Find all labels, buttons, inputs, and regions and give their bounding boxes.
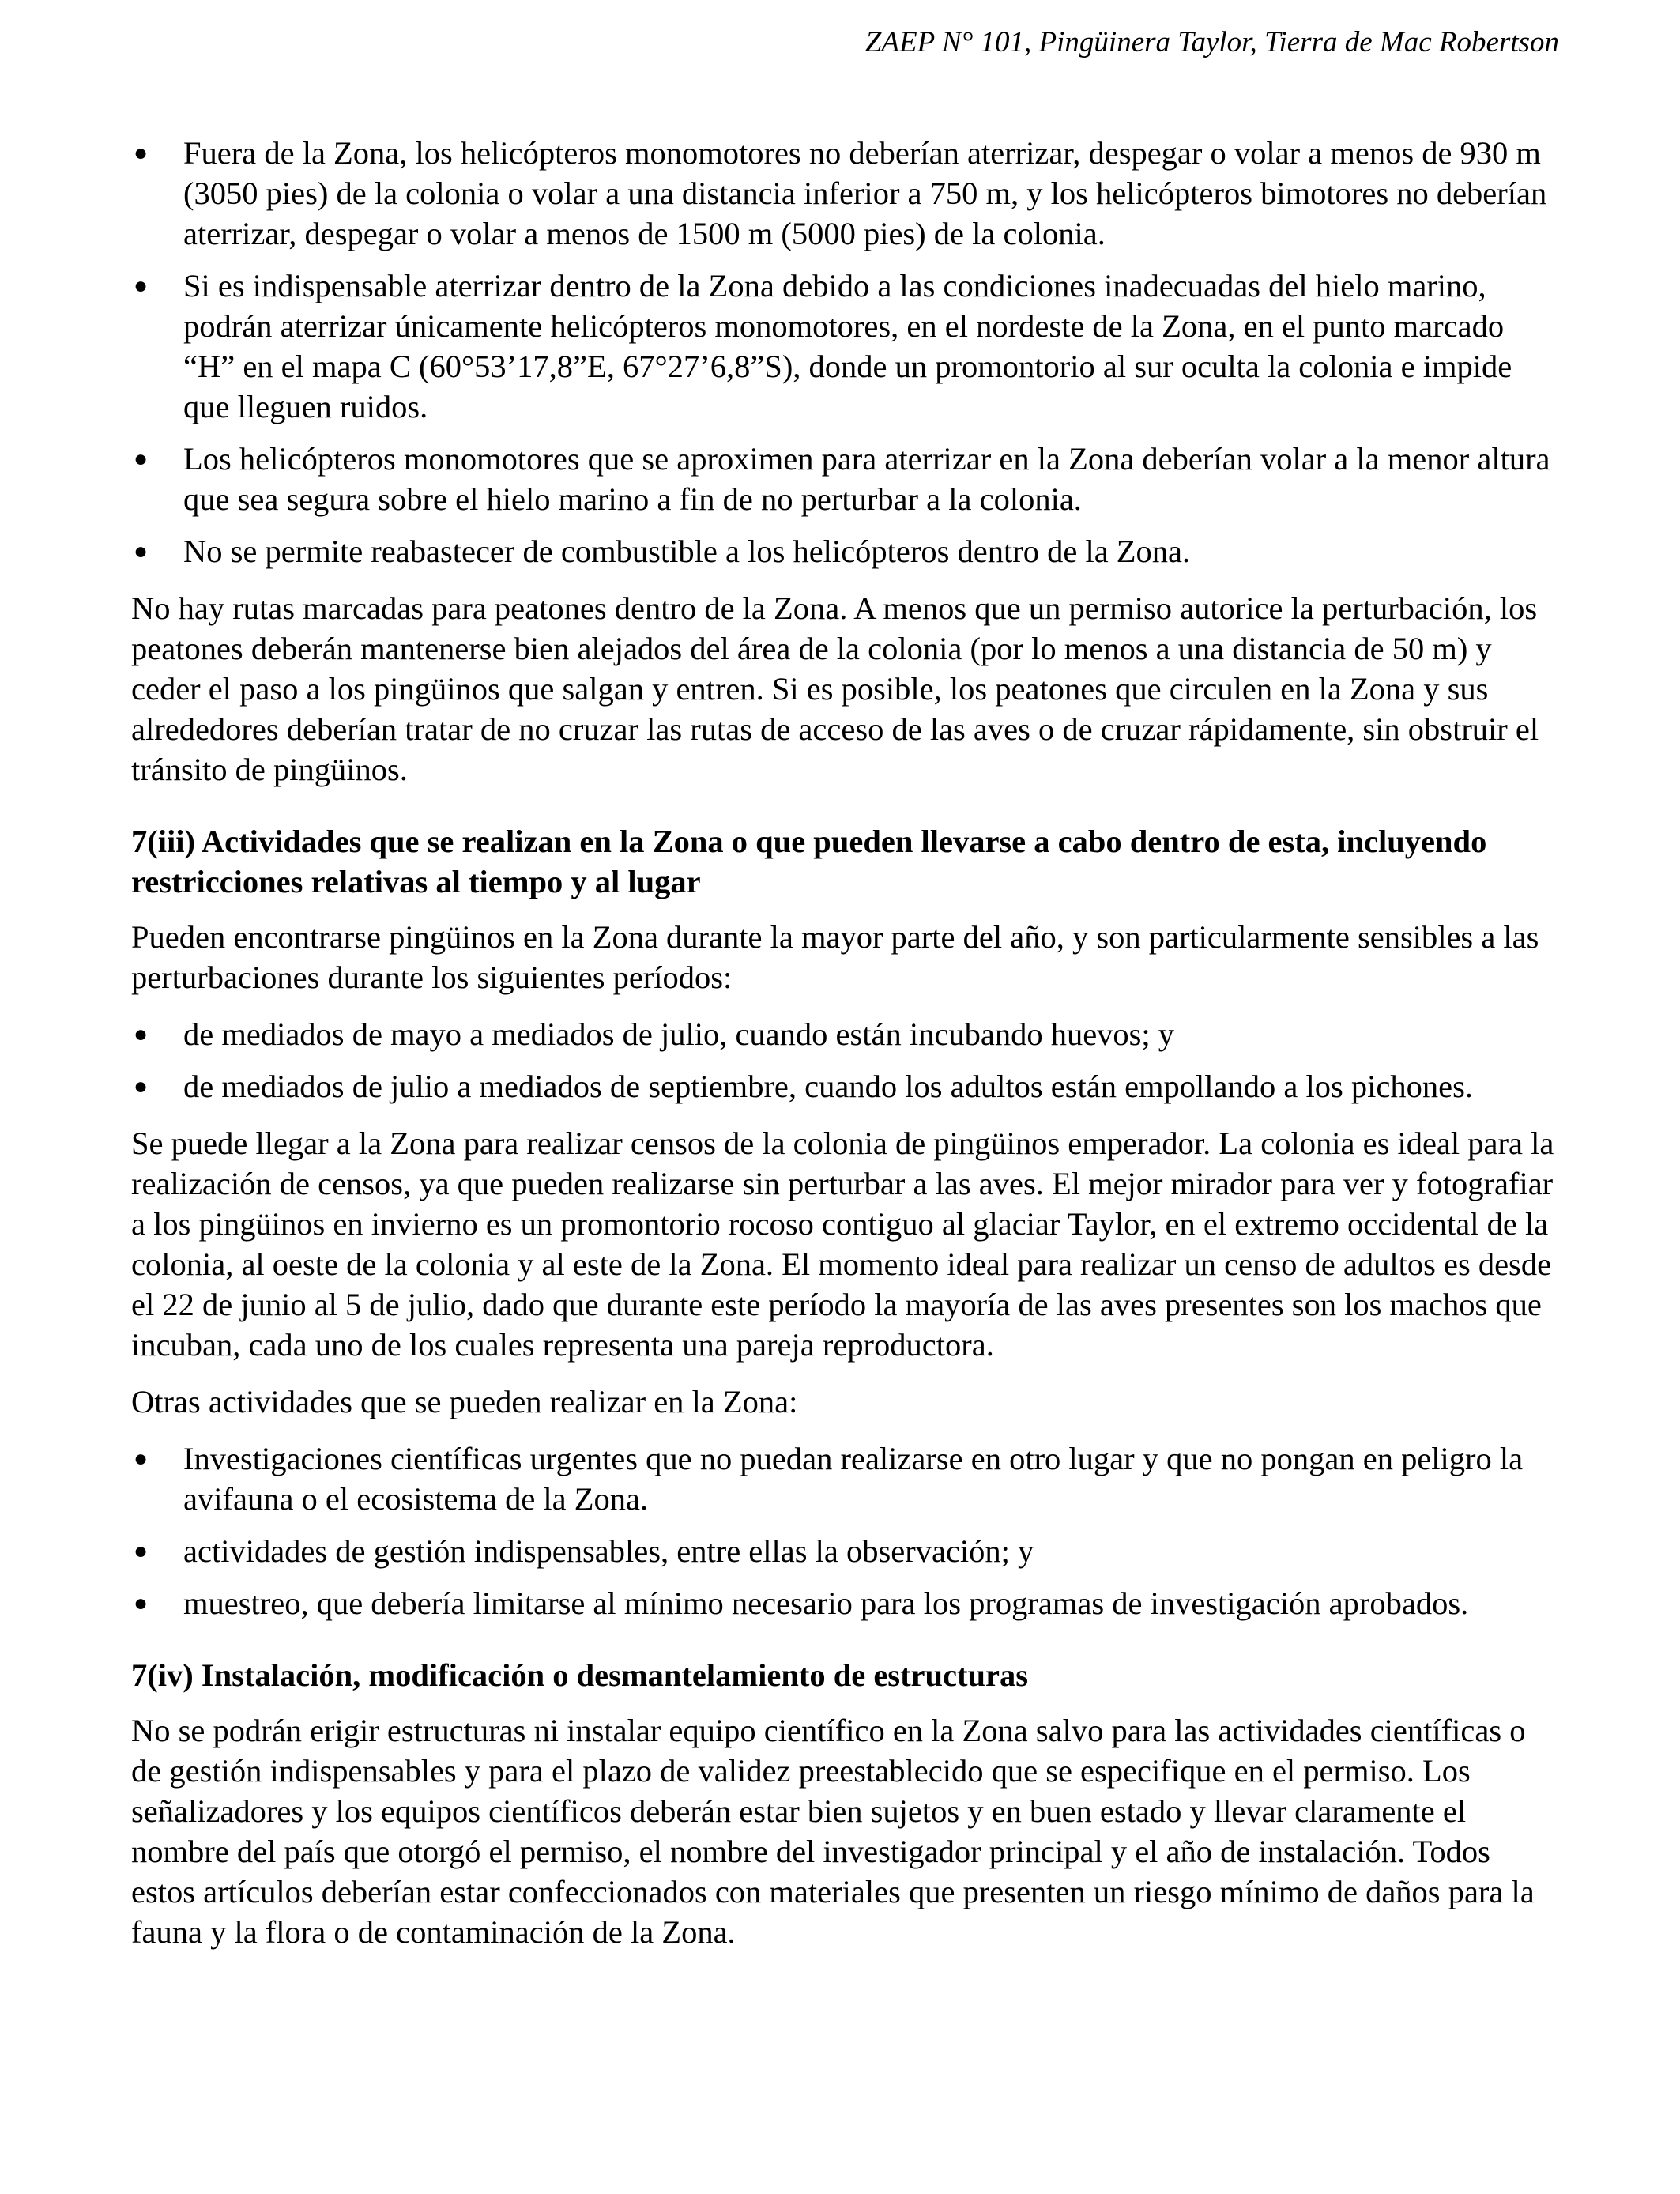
section-heading-structures: 7(iv) Instalación, modificación o desmantelamiento de estructuras — [131, 1657, 1029, 1693]
bullet-icon: ● — [134, 1538, 149, 1564]
list-item — [131, 1583, 1561, 1623]
census-paragraph: Se puede llegar a la Zona para realizar censos de la colonia de pingüinos emperador. La colonia es ideal para la realización de censos, ya que pueden realizarse sin perturbar a las aves. El mejor mirador para ver y fotografiar a los pingüinos en invierno es un promontorio rocoso contiguo al glaciar Taylor, en el extremo occidental de la colonia, al oeste de la colonia y al este de la Zona. El momento ideal para realizar un censo de adultos es desde el 22 de junio al 5 de julio, dado que durante este período la mayoría de las aves presentes son los machos que incuban, cada uno de los cuales representa una pareja reproductora. — [131, 1125, 1554, 1363]
list-item-text: de mediados de julio a mediados de septiembre, cuando los adultos están empollando a los pichones. — [183, 1069, 1473, 1104]
other-activities-paragraph: Otras actividades que se pueden realizar en la Zona: — [131, 1384, 798, 1419]
list-item — [131, 1438, 1561, 1519]
bullet-icon: ● — [134, 1073, 149, 1099]
structures-paragraph: No se podrán erigir estructuras ni instalar equipo científico en la Zona salvo para las actividades científicas o de gestión indispensables y para el plazo de validez preestablecido que se especifique en el permiso. Los señalizadores y los equipos científicos deberán estar bien sujetos y en buen estado y llevar claramente el nombre del país que otorgó el permiso, el nombre del investigador principal y el año de instalación. Todos estos artículos deberían estar confeccionados con materiales que presenten un riesgo mínimo de daños para la fauna y la flora o de contaminación de la Zona. — [131, 1713, 1535, 1950]
list-item-text: actividades de gestión indispensables, entre ellas la observación; y — [183, 1533, 1034, 1569]
bullet-icon: ● — [134, 1021, 149, 1047]
list-item-text: Si es indispensable aterrizar dentro de la Zona debido a las condiciones inadecuadas del hielo marino, podrán aterrizar únicamente helicópteros monomotores, en el nordeste de la Zona, en el punto marcado “H” en el mapa C (60°53’17,8”E, 67°27’6,8”S), donde un promontorio al sur oculta la colonia e impide que lleguen ruidos. — [183, 268, 1512, 424]
sensitive-periods-list — [131, 1014, 1561, 1106]
bullet-icon: ● — [134, 273, 149, 299]
sensitive-periods-paragraph: Pueden encontrarse pingüinos en la Zona durante la mayor parte del año, y son particularmente sensibles a las perturbaciones durante los siguientes períodos: — [131, 919, 1539, 995]
list-item — [131, 133, 1561, 254]
bullet-icon: ● — [134, 1446, 149, 1472]
list-item — [131, 439, 1561, 519]
list-item-text: muestreo, que debería limitarse al mínimo necesario para los programas de investigación aprobados. — [183, 1585, 1469, 1621]
bullet-icon: ● — [134, 538, 149, 564]
list-item — [131, 1531, 1561, 1571]
bullet-icon: ● — [134, 140, 149, 166]
other-activities-list — [131, 1438, 1561, 1623]
running-header: ZAEP N° 101, Pingüinera Taylor, Tierra de Mac Robertson — [864, 26, 1559, 58]
bullet-icon: ● — [134, 446, 149, 472]
list-item — [131, 531, 1561, 571]
document-body — [131, 133, 1561, 1969]
bullet-icon: ● — [134, 1590, 149, 1616]
list-item — [131, 1066, 1561, 1106]
list-item-text: de mediados de mayo a mediados de julio, cuando están incubando huevos; y — [183, 1016, 1175, 1052]
pedestrians-paragraph: No hay rutas marcadas para peatones dentro de la Zona. A menos que un permiso autorice la perturbación, los peatones deberán mantenerse bien alejados del área de la colonia (por lo menos a una distancia de 50 m) y ceder el paso a los pingüinos que salgan y entren. Si es posible, los peatones que circulen en la Zona y sus alrededores deberían tratar de no cruzar las rutas de acceso de las aves o de cruzar rápidamente, sin obstruir el tránsito de pingüinos. — [131, 590, 1539, 787]
list-item — [131, 1014, 1561, 1054]
list-item-text: No se permite reabastecer de combustible a los helicópteros dentro de la Zona. — [183, 533, 1191, 569]
helicopter-rules-list — [131, 133, 1561, 571]
list-item-text: Investigaciones científicas urgentes que no puedan realizarse en otro lugar y que no pongan en peligro la avifauna o el ecosistema de la Zona. — [183, 1441, 1524, 1517]
list-item — [131, 266, 1561, 427]
list-item-text: Fuera de la Zona, los helicópteros monomotores no deberían aterrizar, despegar o volar a menos de 930 m (3050 pies) de la colonia o volar a una distancia inferior a 750 m, y los helicópteros bimotores no deberían aterrizar, despegar o volar a menos de 1500 m (5000 pies) de la colonia. — [183, 135, 1547, 251]
section-heading-activities: 7(iii) Actividades que se realizan en la Zona o que pueden llevarse a cabo dentro de esta, incluyendo restricciones relativas al tiempo y al lugar — [131, 824, 1487, 899]
list-item-text: Los helicópteros monomotores que se aproximen para aterrizar en la Zona deberían volar a la menor altura que sea segura sobre el hielo marino a fin de no perturbar a la colonia. — [183, 441, 1550, 517]
